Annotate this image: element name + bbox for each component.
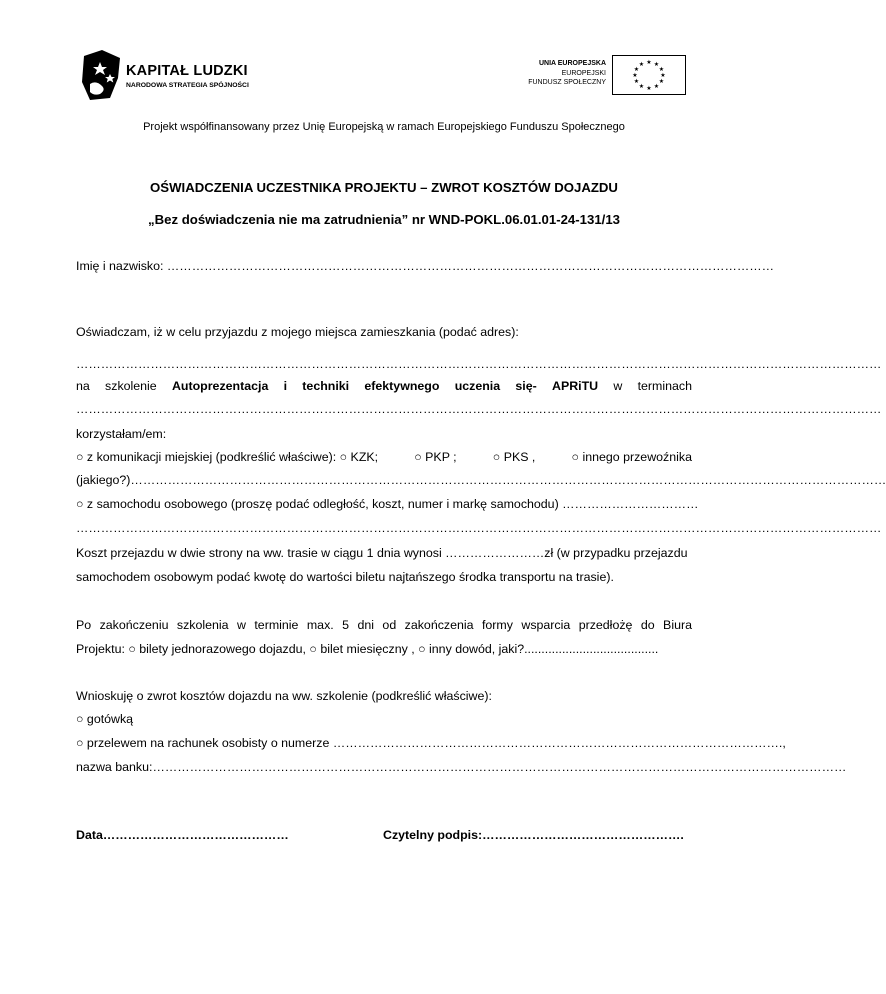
training-title-word: Autoprezentacja [171, 379, 269, 393]
kapital-ludzki-name: KAPITAŁ LUDZKI [126, 63, 248, 79]
after-training-text: Po zakończeniu szkolenia w terminie max. 5 dni od zakończenia formy wsparcia przedłożę do Biura [76, 618, 692, 632]
svg-text:★: ★ [633, 66, 640, 73]
date-field[interactable]: Data……………………………………… [76, 828, 289, 842]
training-title-word: techniki [302, 379, 350, 393]
name-field[interactable]: ………………………………………………………………………………………………………………………………… [166, 259, 775, 273]
documents-options[interactable]: Projektu: ○ bilety jednorazowego dojazdu, ○ bilet miesięczny , ○ inny dowód, jaki?....................................... [76, 642, 659, 656]
option-cash[interactable]: ○ gotówką [76, 712, 134, 726]
project-name: „Bez doświadczenia nie ma zatrudnienia” nr WND-POKL.06.01.01-24-131/13 [148, 212, 620, 227]
training-word: terminach [637, 379, 692, 393]
training-title-word: się- [515, 379, 537, 393]
signature-field[interactable]: Czytelny podpis:…………………………………………. [383, 828, 684, 842]
svg-text:★: ★ [633, 78, 640, 85]
training-title-word: APRiTU [552, 379, 599, 393]
declaration-text: Oświadczam, iż w celu przyjazdu z mojego miejsca zamieszkania (podać adres): [76, 325, 519, 339]
svg-text:★: ★ [638, 61, 645, 68]
car-details-field[interactable]: …………………………… [562, 497, 699, 511]
kapital-ludzki-emblem-icon [80, 48, 124, 102]
training-word: w [613, 379, 623, 393]
cost-note-2: samochodem osobowym podać kwotę do wartości biletu najtańszego środka transportu na trasie). [76, 570, 614, 584]
svg-text:★: ★ [653, 61, 660, 68]
cost-field[interactable]: …………………… [445, 546, 545, 560]
cost-row [76, 545, 692, 561]
training-word: na [76, 379, 90, 393]
used-label: korzystałam/em: [76, 427, 167, 441]
training-title-word: efektywnego [364, 379, 440, 393]
cost-note: zł (w przypadku przejazdu [544, 546, 688, 560]
car-row [76, 496, 699, 512]
account-number-field[interactable]: ………………………………………………………………………………………………., [332, 736, 786, 750]
dates-field[interactable]: …………………………………………………………………………………………………………………………………………………………………………… [76, 402, 882, 416]
transport-options-row [76, 449, 692, 465]
other-carrier-field[interactable]: ………………………………………………………………………………………………………………………………………………………………… [130, 473, 886, 487]
option-transfer[interactable]: ○ przelewem na rachunek osobisty o numerze [76, 736, 333, 750]
kapital-ludzki-tagline: NARODOWA STRATEGIA SPÓJNOŚCI [126, 82, 249, 89]
svg-text:★: ★ [632, 72, 638, 79]
training-row [76, 378, 692, 394]
transfer-row [76, 735, 786, 751]
option-pkp[interactable]: ○ PKP ; [414, 450, 457, 464]
eu-fund-line1: EUROPEJSKI [561, 70, 606, 77]
eu-fund-line2: FUNDUSZ SPOŁECZNY [528, 79, 606, 86]
eu-name: UNIA EUROPEJSKA [538, 60, 606, 67]
svg-text:★: ★ [646, 59, 652, 66]
training-title-word: i [283, 379, 288, 393]
bank-name-field[interactable]: …………………………………………………………………………………………………………………………………………………… [152, 760, 847, 774]
svg-text:★: ★ [653, 83, 660, 90]
cofinancing-note: Projekt współfinansowany przez Unię Europejską w ramach Europejskiego Funduszu Społecznego [143, 121, 625, 133]
svg-text:★: ★ [638, 83, 645, 90]
svg-text:★: ★ [660, 72, 666, 79]
eu-flag [612, 55, 686, 95]
option-pks[interactable]: ○ PKS , [492, 450, 536, 464]
name-label: Imię i nazwisko: [76, 259, 167, 273]
option-city-transport[interactable]: ○ z komunikacji miejskiej (podkreślić właściwe): ○ KZK; [76, 450, 379, 464]
svg-text:★: ★ [658, 78, 665, 85]
name-row [76, 258, 774, 274]
other-carrier-row [76, 472, 886, 488]
car-details-field-2[interactable]: …………………………………………………………………………………………………………………………………………………………………………… [76, 521, 882, 535]
document-title: OŚWIADCZENIA UCZESTNIKA PROJEKTU – ZWROT KOSZTÓW DOJAZDU [150, 180, 618, 195]
cost-label: Koszt przejazdu w dwie strony na ww. trasie w ciągu 1 dnia wynosi [76, 546, 446, 560]
option-car[interactable]: ○ z samochodu osobowego (proszę podać odległość, koszt, numer i markę samochodu) [76, 497, 563, 511]
svg-text:★: ★ [658, 66, 665, 73]
training-title-word: uczenia [454, 379, 501, 393]
eu-stars-icon [613, 56, 685, 94]
other-carrier-label: (jakiego?) [76, 473, 131, 487]
training-word: szkolenie [105, 379, 157, 393]
address-field[interactable]: …………………………………………………………………………………………………………………………………………………………………………… [76, 357, 882, 371]
svg-text:★: ★ [646, 85, 652, 92]
bank-label: nazwa banku: [76, 760, 153, 774]
refund-request-text: Wnioskuję o zwrot kosztów dojazdu na ww. szkolenie (podkreślić właściwe): [76, 689, 492, 703]
bank-row [76, 759, 847, 775]
option-other-carrier[interactable]: ○ innego przewoźnika [571, 450, 692, 464]
